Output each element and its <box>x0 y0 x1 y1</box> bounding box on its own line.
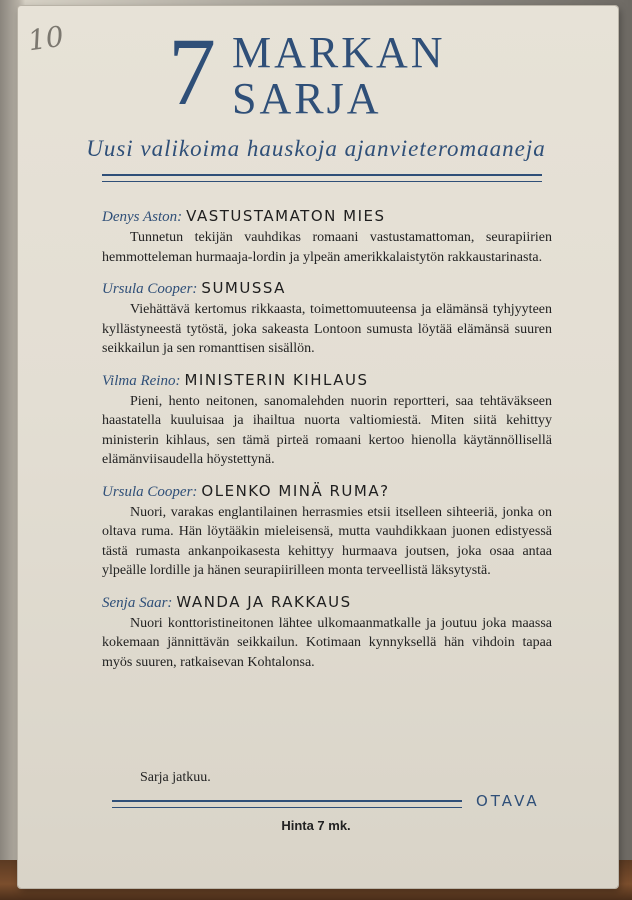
book-description: Tunnetun tekijän vauhdikas romaani vastustamattoman, seurapiirien hemmotteleman hurmaaja-lordin ja ylpeän amerikkalaistytön rakkaustarinasta. <box>102 230 552 265</box>
book-entry <box>102 206 552 267</box>
book-title: MINISTERIN KIHLAUS <box>184 370 369 389</box>
book-author: Ursula Cooper: <box>102 281 198 297</box>
book-heading <box>102 370 552 392</box>
footer-divider <box>112 800 462 808</box>
publisher-name: OTAVA <box>476 792 540 810</box>
subtitle-divider <box>102 174 542 182</box>
book-author: Vilma Reino: <box>102 372 181 389</box>
book-entry <box>102 370 552 470</box>
pencil-note: 10 <box>25 19 66 58</box>
price-label: Hinta 7 mk. <box>281 818 351 833</box>
book-heading <box>102 481 552 503</box>
book-title: VASTUSTAMATON MIES <box>186 207 386 225</box>
book-title: OLENKO MINÄ RUMA? <box>201 481 390 500</box>
book-list <box>102 206 552 683</box>
series-heading <box>232 30 446 122</box>
book-heading <box>102 278 552 300</box>
book-description: Pieni, hento neitonen, sanomalehden nuorin reportteri, saa tehtäväkseen haastatella kuuluisaa ja ihailtua nuorta valtiomiestä. Miten siitä kehittyy ministerin kihlaus, sen tämä pirteä romaani kertoo hienolla käytännöllisellä elämänviisaudella höystettynä. <box>102 393 552 467</box>
heading-line-1: MARKAN <box>232 28 446 77</box>
book-entry <box>102 592 552 673</box>
book-heading <box>102 592 552 614</box>
book-description: Nuori konttoristineitonen lähtee ulkomaanmatkalle ja joutuu joka maassa kokemaan jännittävän seikkailun. Kotimaan kynnyksellä hän vihdoin tapaa myös suuren, ratkaisevan Kohtalonsa. <box>102 615 552 670</box>
book-author: Ursula Cooper: <box>102 483 198 500</box>
book-title: SUMUSSA <box>201 279 286 297</box>
series-subtitle: Uusi valikoima hauskoja ajanvieteromaaneja <box>86 136 546 161</box>
book-entry <box>102 481 552 581</box>
book-entry <box>102 278 552 359</box>
book-author: Denys Aston: <box>102 209 183 225</box>
book-heading <box>102 206 552 228</box>
series-number: 7 <box>168 18 216 125</box>
book-description: Viehättävä kertomus rikkaasta, toimettomuuteensa ja elämänsä tyhjyyteen kyllästyneestä tytöstä, joka sakeasta Lontoon sumusta löytää elämänsä suuren seikkailun ja sen romanttisen sisällön. <box>102 302 552 356</box>
heading-line-2: SARJA <box>232 74 382 123</box>
book-description: Nuori, varakas englantilainen herrasmies etsii itselleen sihteeriä, jonka on oltava ruma. Hän löytääkin mieleisensä, mutta vauhdikkaan juonen edistyessä tästä rumasta ankanpoikasesta kehittyy hurmaava joutsen, joka osaa antaa ylpeälle lordille ja hänen seurapiirilleen monta terveellistä läksytystä. <box>102 504 552 578</box>
book-author: Senja Saar: <box>102 594 173 611</box>
book-title: WANDA JA RAKKAUS <box>176 592 352 611</box>
series-continues-note: Sarja jatkuu. <box>140 770 211 785</box>
